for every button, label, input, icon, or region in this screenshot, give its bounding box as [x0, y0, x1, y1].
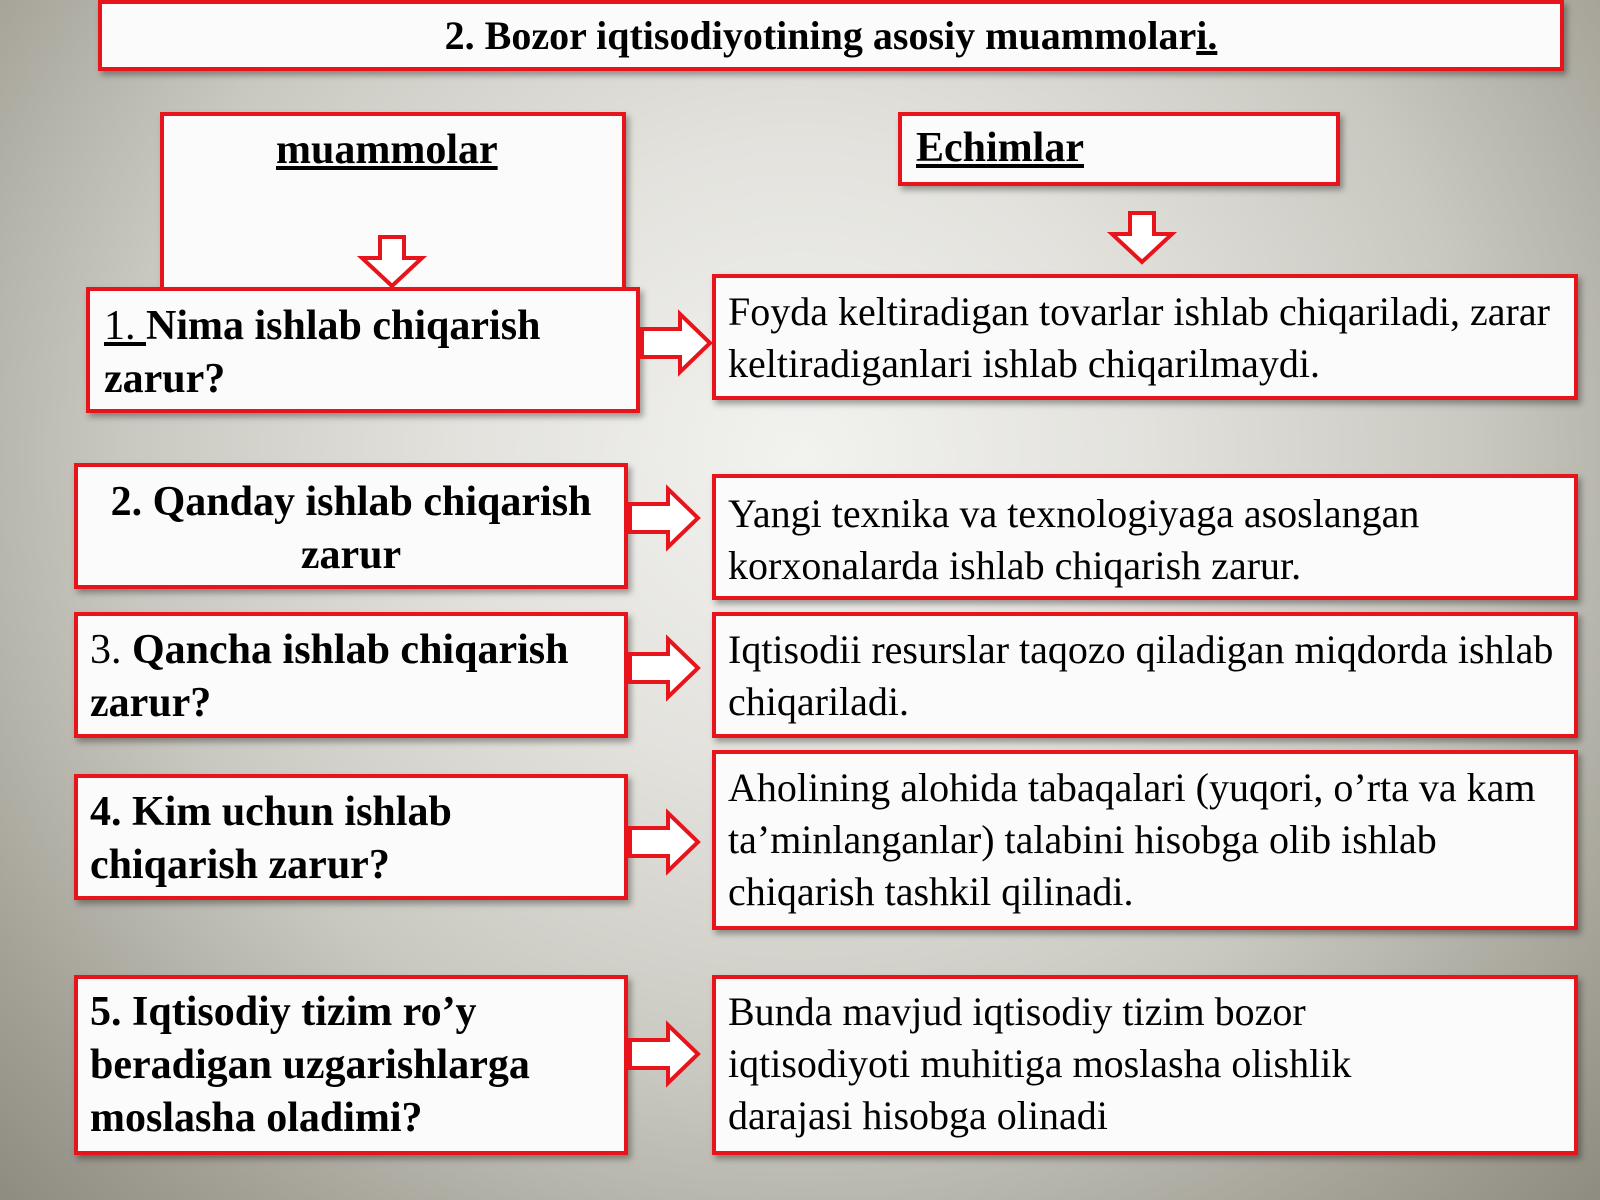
- title-tail: i.: [1196, 13, 1218, 58]
- right-arrow-icon: [628, 1022, 702, 1086]
- solution-text-4: Aholining alohida tabaqalari (yuqori, o’rta va kam ta’minlanganlar) talabini hisobga olib ishlab chiqarish tashkil qilinadi.: [728, 765, 1536, 914]
- solutions-header: Echimlar: [916, 125, 1084, 171]
- solution-text-1: Foyda keltiradigan tovarlar ishlab chiqariladi, zarar keltiradiganlari ishlab chiqarilmaydi.: [728, 289, 1550, 386]
- down-arrow-icon: [1108, 210, 1178, 266]
- right-arrow-icon: [640, 311, 714, 375]
- problem-text-1: 1. Nima ishlab chiqarish zarur?: [104, 303, 541, 402]
- down-arrow-icon: [358, 234, 428, 290]
- problem-number-3: 3.: [90, 627, 132, 673]
- solution-text-2: Yangi texnika va texnologiyaga asoslangan korxonalarda ishlab chiqarish zarur.: [728, 491, 1420, 588]
- page-title: 2. Bozor iqtisodiyotining asosiy muammolari.: [444, 13, 1218, 58]
- problem-text-4: 4. Kim uchun ishlab chiqarish zarur?: [90, 789, 452, 888]
- title-box: [98, 0, 1564, 71]
- right-arrow-icon: [628, 810, 702, 874]
- problem-number-1: 1.: [104, 303, 146, 349]
- problem-text-5: 5. Iqtisodiy tizim ro’y beradigan uzgarishlarga moslasha oladimi?: [90, 989, 530, 1141]
- solution-text-3: Iqtisodii resurslar taqozo qiladigan miqdorda ishlab chiqariladi.: [728, 627, 1554, 724]
- problem-text-3: 3. Qancha ishlab chiqarish zarur?: [90, 627, 569, 726]
- right-arrow-icon: [628, 486, 702, 550]
- solution-text-5: Bunda mavjud iqtisodiy tizim bozor iqtisodiyoti muhitiga moslasha olishlik darajasi hisobga olinadi: [728, 989, 1352, 1138]
- problem-text-2: 2. Qanday ishlab chiqarish zarur: [110, 479, 592, 578]
- right-arrow-icon: [628, 636, 702, 700]
- problems-header: muammolar: [276, 127, 498, 173]
